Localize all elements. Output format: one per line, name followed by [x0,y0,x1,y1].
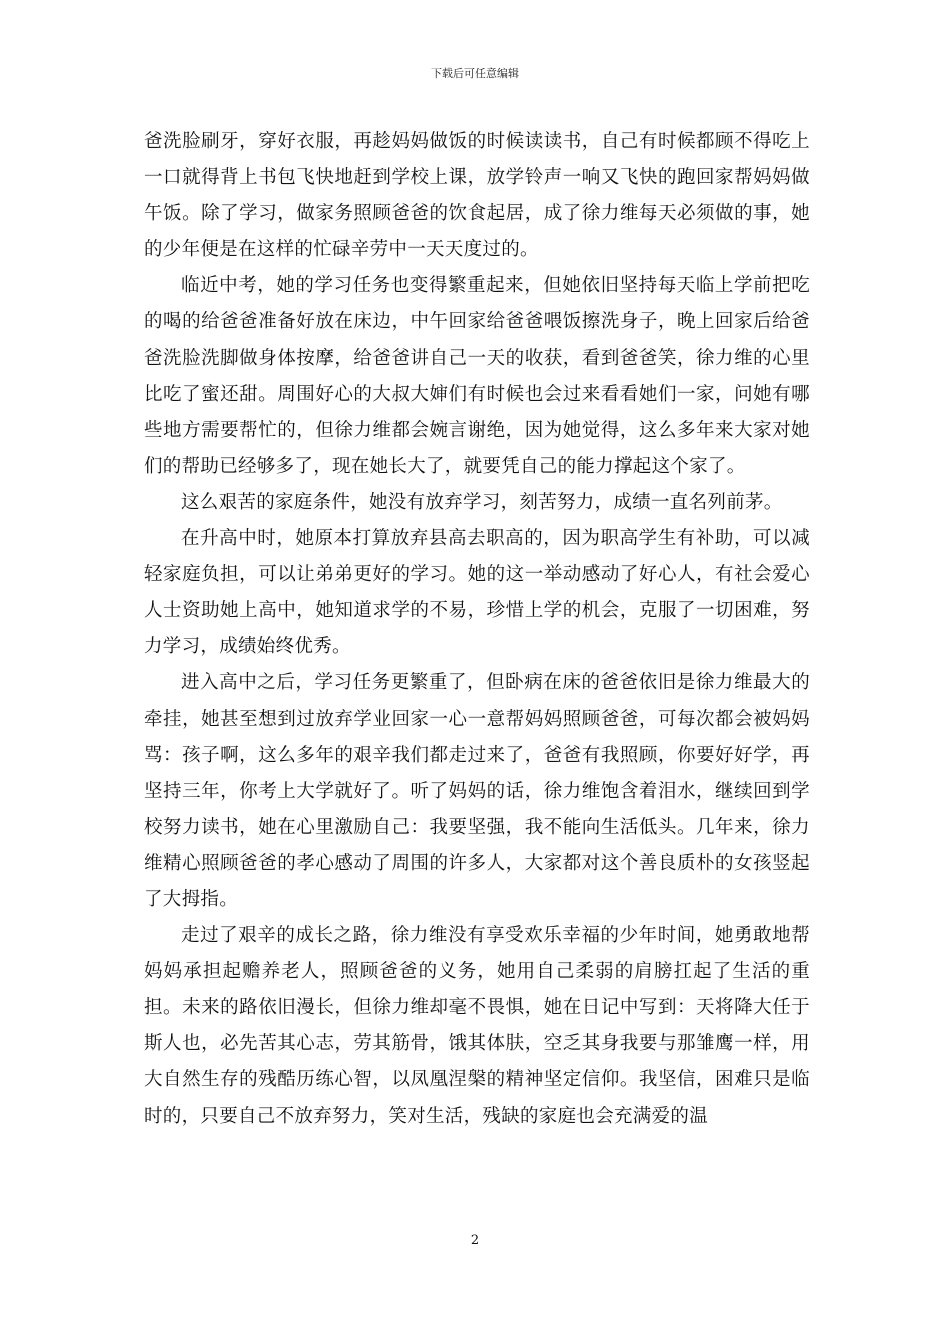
document-body [144,124,810,1135]
paragraph: 进入高中之后，学习任务更繁重了，但卧病在床的爸爸依旧是徐力维最大的牵挂，她甚至想到过放弃学业回家一心一意帮妈妈照顾爸爸，可每次都会被妈妈骂：孩子啊，这么多年的艰辛我们都走过来了，爸爸有我照顾，你要好好学，再坚持三年，你考上大学就好了。听了妈妈的话，徐力维饱含着泪水，继续回到学校努力读书，她在心里激励自己：我要坚强，我不能向生活低头。几年来，徐力维精心照顾爸爸的孝心感动了周围的许多人，大家都对这个善良质朴的女孩竖起了大拇指。 [144,672,810,910]
paragraph: 这么艰苦的家庭条件，她没有放弃学习，刻苦努力，成绩一直名列前茅。 [181,491,783,513]
paragraph: 走过了艰辛的成长之路，徐力维没有享受欢乐幸福的少年时间，她勇敢地帮妈妈承担起赡养老人，照顾爸爸的义务，她用自己柔弱的肩膀扛起了生活的重担。未来的路依旧漫长，但徐力维却毫不畏惧，她在日记中写到：天将降大任于斯人也，必先苦其心志，劳其筋骨，饿其体肤，空乏其身我要与那雏鹰一样，用大自然生存的残酷历练心智，以凤凰涅槃的精神坚定信仰。我坚信，困难只是临时的，只要自己不放弃努力，笑对生活，残缺的家庭也会充满爱的温 [144,925,810,1127]
paragraph: 爸洗脸刷牙，穿好衣服，再趁妈妈做饭的时候读读书，自己有时候都顾不得吃上一口就得背上书包飞快地赶到学校上课，放学铃声一响又飞快的跑回家帮妈妈做午饭。除了学习，做家务照顾爸爸的饮食起居，成了徐力维每天必须做的事，她的少年便是在这样的忙碌辛劳中一天天度过的。 [144,131,810,261]
paragraph: 在升高中时，她原本打算放弃县高去职高的，因为职高学生有补助，可以减轻家庭负担，可以让弟弟更好的学习。她的这一举动感动了好心人，有社会爱心人士资助她上高中，她知道求学的不易，珍惜上学的机会，克服了一切困难，努力学习，成绩始终优秀。 [144,528,810,658]
page-number: 2 [470,1233,480,1248]
page-header: 下载后可任意编辑 [431,67,519,80]
paragraph: 临近中考，她的学习任务也变得繁重起来，但她依旧坚持每天临上学前把吃的喝的给爸爸准备好放在床边，中午回家给爸爸喂饭擦洗身子，晚上回家后给爸爸洗脸洗脚做身体按摩，给爸爸讲自己一天的收获，看到爸爸笑，徐力维的心里比吃了蜜还甜。周围好心的大叔大婶们有时候也会过来看看她们一家，问她有哪些地方需要帮忙的，但徐力维都会婉言谢绝，因为她觉得，这么多年来大家对她们的帮助已经够多了，现在她长大了，就要凭自己的能力撑起这个家了。 [144,275,810,477]
